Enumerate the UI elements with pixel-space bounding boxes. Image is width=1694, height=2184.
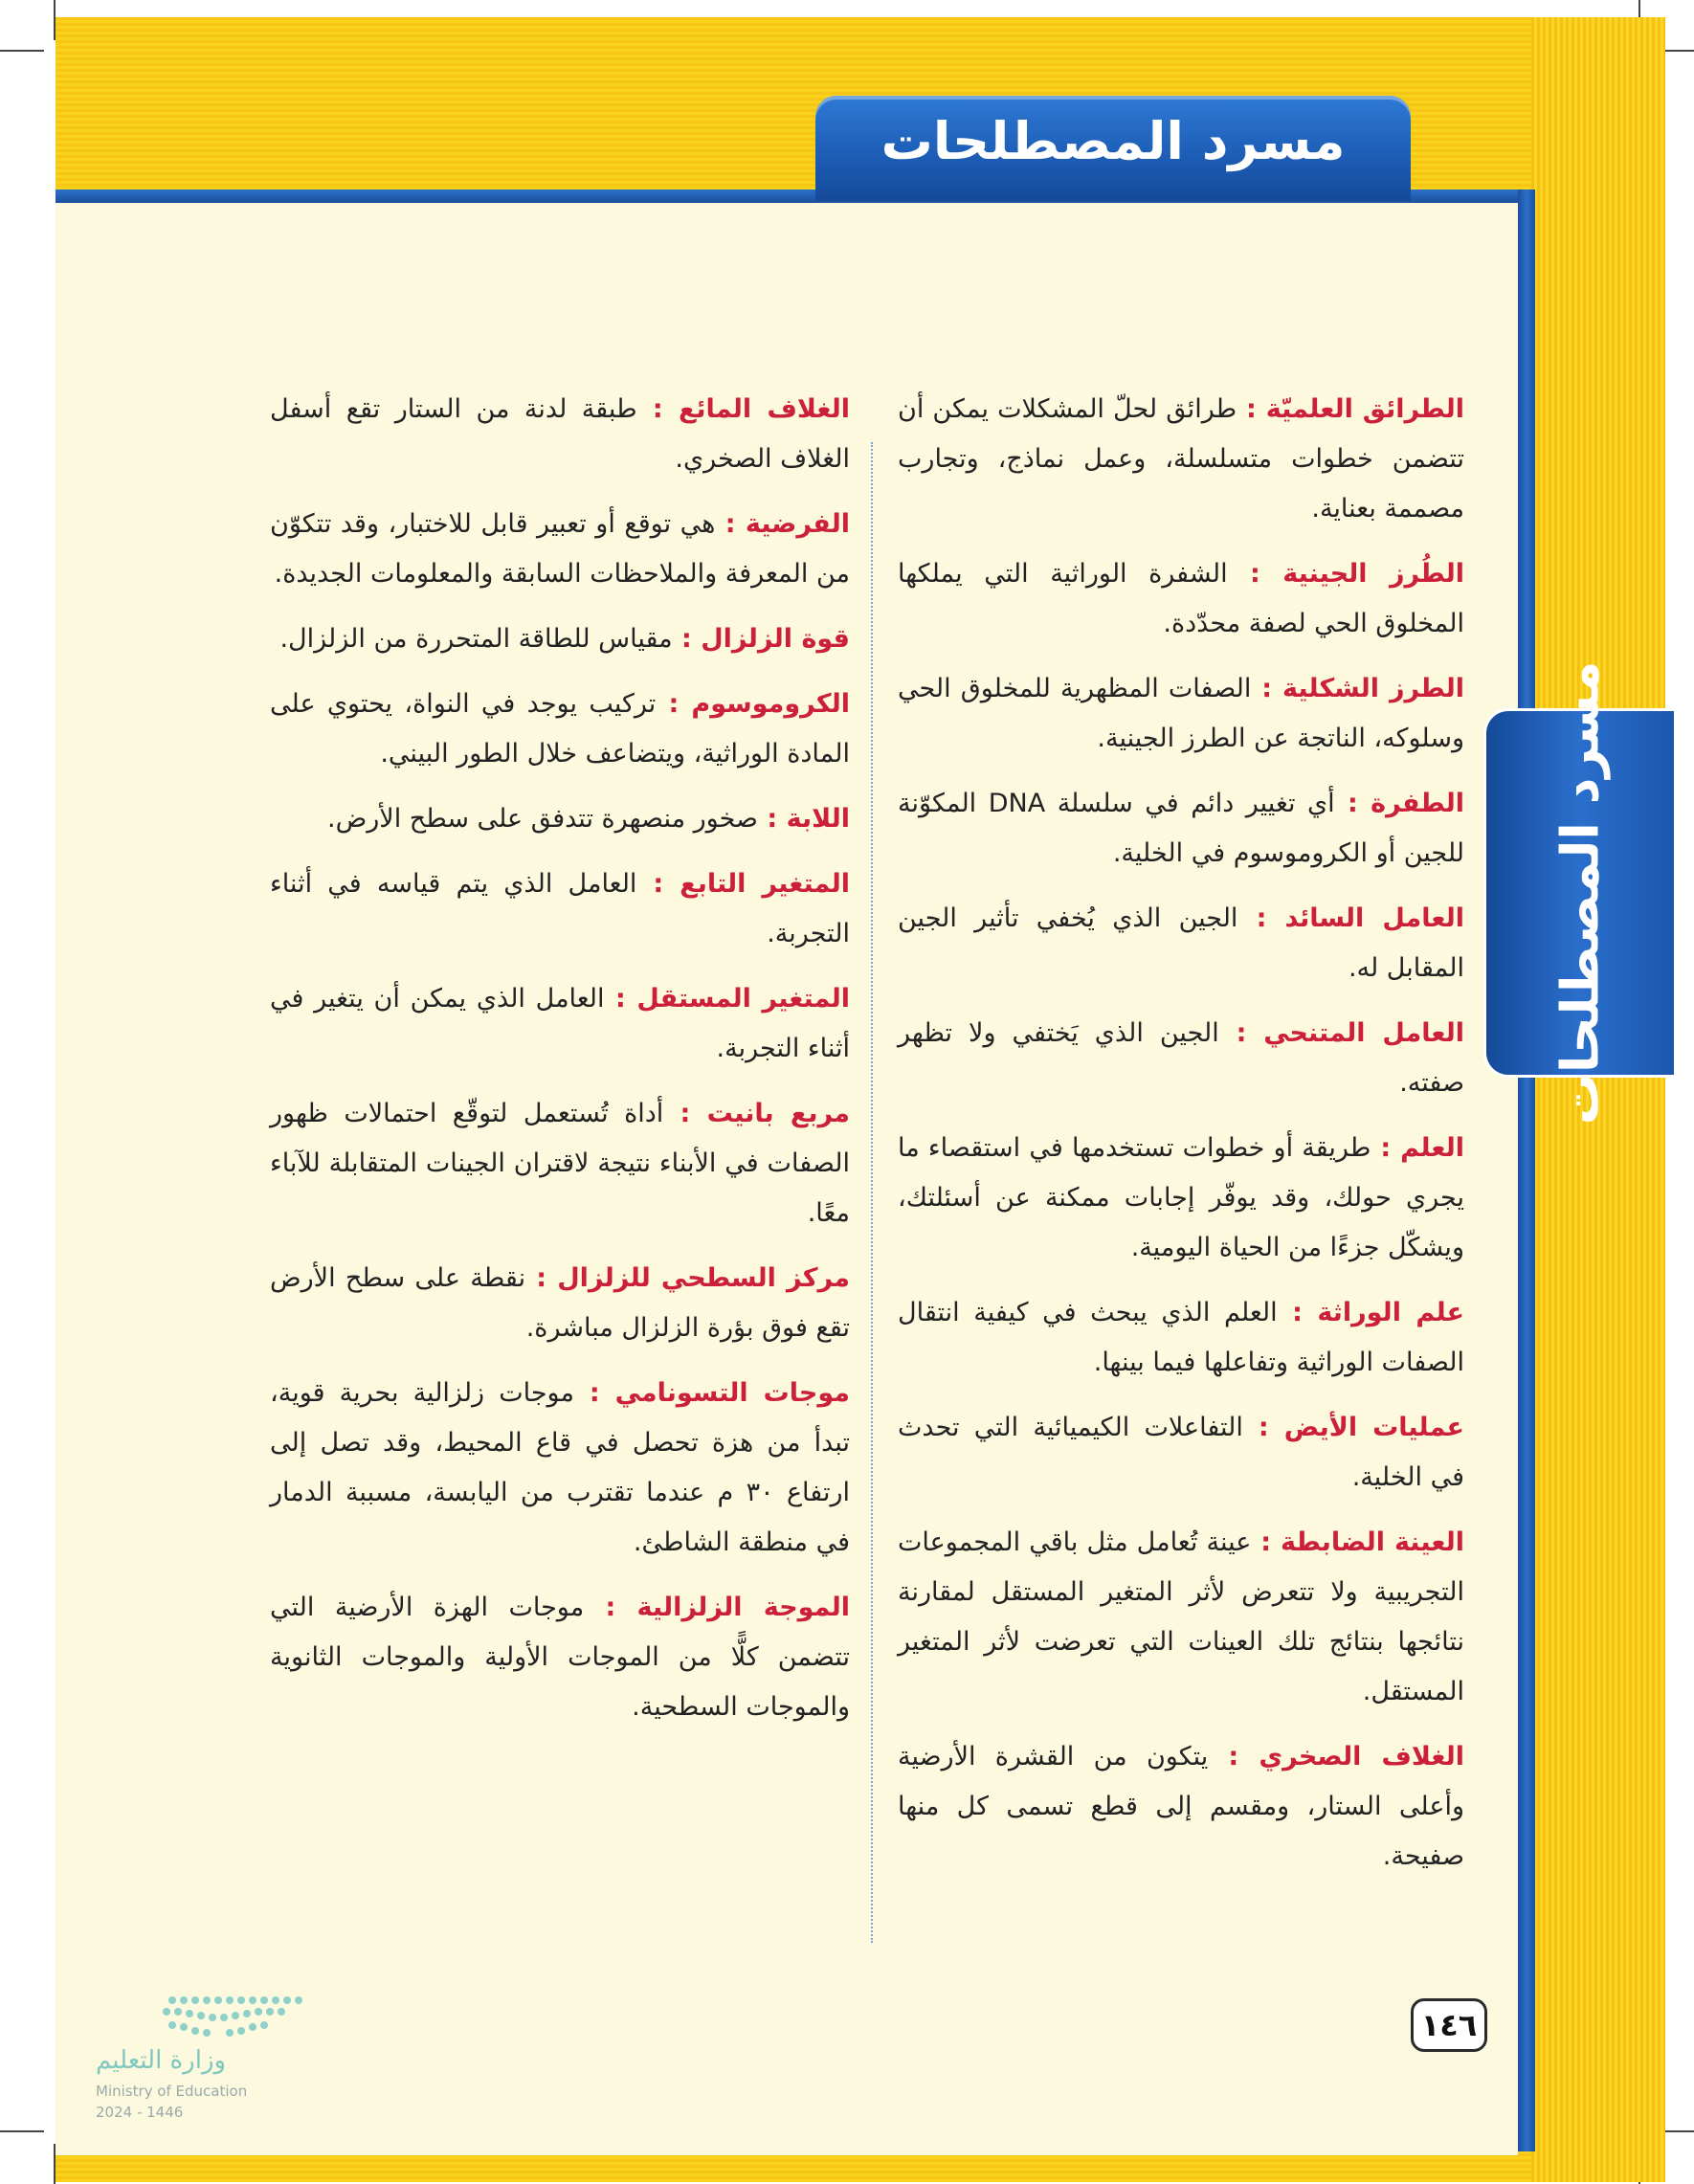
glossary-definition: طرائق لحلّ المشكلات يمكن أن تتضمن خطوات متسلسلة، وعمل نماذج، وتجارب مصممة بعناية. — [898, 394, 1464, 524]
crop-mark — [0, 50, 44, 52]
term-separator: : — [1237, 903, 1285, 933]
term-separator: : — [757, 804, 787, 834]
glossary-definition: التفاعلات الكيميائية التي تحدث في الخلية. — [898, 1413, 1464, 1492]
glossary-entry — [270, 859, 850, 959]
side-tab — [1483, 660, 1674, 1125]
glossary-definition: نقطة على سطح الأرض تقع فوق بؤرة الزلزال مباشرة. — [270, 1263, 850, 1343]
glossary-entry — [898, 1009, 1464, 1108]
glossary-term: المتغير التابع — [680, 869, 850, 899]
glossary-term: موجات التسونامي — [614, 1378, 850, 1408]
glossary-entry — [898, 385, 1464, 534]
glossary-definition: طبقة لدنة من الستار تقع أسفل الغلاف الصخري. — [270, 394, 850, 474]
glossary-term: العامل السائد — [1284, 903, 1464, 933]
glossary-definition: أي تغيير دائم في سلسلة DNA المكوّنة للجين أو الكروموسوم في الخلية. — [898, 789, 1464, 868]
term-separator: : — [672, 624, 702, 654]
term-separator: : — [1227, 559, 1283, 589]
glossary-entry — [898, 1124, 1464, 1273]
glossary-definition: الجين الذي يَختفي ولا تظهر صفته. — [898, 1018, 1464, 1098]
glossary-term: الطرائق العلميّة — [1265, 394, 1464, 424]
glossary-definition: الشفرة الوراثية التي يملكها المخلوق الحي لصفة محدّدة. — [898, 559, 1464, 638]
glossary-term: عمليات الأيض — [1283, 1413, 1464, 1442]
glossary-term: المتغير المستقل — [636, 984, 850, 1014]
glossary-definition: تركيب يوجد في النواة، يحتوي على المادة الوراثية، ويتضاعف خلال الطور البيني. — [270, 689, 850, 769]
glossary-entry — [270, 974, 850, 1074]
glossary-entry — [898, 1732, 1464, 1882]
term-separator: : — [1237, 394, 1266, 424]
glossary-entry — [898, 664, 1464, 764]
glossary-term: الغلاف الصخري — [1259, 1742, 1464, 1772]
glossary-term: الفرضية — [745, 509, 850, 539]
glossary-term: الطفرة — [1371, 789, 1464, 818]
page-title: مسرد المصطلحات — [880, 111, 1346, 171]
term-separator: : — [656, 689, 692, 719]
term-separator: : — [1277, 1298, 1318, 1327]
column-divider — [871, 442, 873, 1943]
ministry-year: 2024 - 1446 — [96, 2104, 184, 2121]
page-number: ١٤٦ — [1411, 1998, 1487, 2052]
term-separator: : — [1242, 1413, 1284, 1442]
title-tab — [815, 96, 1411, 201]
term-separator: : — [584, 1593, 637, 1622]
glossary-term: الغلاف المائع — [678, 394, 850, 424]
glossary-definition: صخور منصهرة تتدفق على سطح الأرض. — [327, 804, 758, 834]
glossary-term: قوة الزلزال — [701, 624, 850, 654]
glossary-entry — [898, 1403, 1464, 1503]
term-separator: : — [1208, 1742, 1259, 1772]
term-separator: : — [636, 869, 680, 899]
glossary-column-right — [898, 385, 1464, 1897]
panel-border-right — [1518, 189, 1535, 2151]
term-separator: : — [636, 394, 679, 424]
glossary-definition: طريقة أو خطوات تستخدمها في استقصاء ما يجري حولك، وقد يوفّر إجابات ممكنة عن أسئلتك، ويشكّل جزءًا من الحياة اليومية. — [898, 1133, 1464, 1262]
term-separator: : — [573, 1378, 615, 1408]
glossary-entry — [898, 549, 1464, 649]
glossary-entry — [270, 794, 850, 844]
glossary-definition: الجين الذي يُخفي تأثير الجين المقابل له. — [898, 903, 1464, 983]
glossary-term: الطرز الشكلية — [1282, 674, 1464, 703]
term-separator: : — [663, 1099, 707, 1128]
glossary-definition: أداة تُستعمل لتوقّع احتمالات ظهور الصفات في الأبناء نتيجة لاقتران الجينات المتقابلة للآباء معًا. — [270, 1099, 850, 1228]
glossary-definition: يتكون من القشرة الأرضية وأعلى الستار، ومقسم إلى قطع تسمى كل منها صفيحة. — [898, 1742, 1464, 1871]
glossary-entry — [270, 385, 850, 484]
glossary-definition: مقياس للطاقة المتحررة من الزلزال. — [279, 624, 673, 654]
glossary-entry — [898, 1518, 1464, 1717]
term-separator: : — [715, 509, 746, 539]
ministry-name-en: Ministry of Education — [96, 2083, 248, 2100]
glossary-entry — [270, 1369, 850, 1568]
glossary-entry — [270, 1089, 850, 1238]
term-separator: : — [1251, 1527, 1282, 1557]
glossary-term: العلم — [1400, 1133, 1464, 1163]
glossary-term: العينة الضابطة — [1281, 1527, 1464, 1557]
glossary-entry — [270, 614, 850, 664]
glossary-entry — [898, 779, 1464, 879]
side-tab-label: مسرد المصطلحات — [1549, 660, 1611, 1125]
glossary-term: اللابة — [786, 804, 850, 834]
glossary-term: الموجة الزلزالية — [636, 1593, 850, 1622]
glossary-term: الكروموسوم — [691, 689, 850, 719]
crop-mark — [0, 2130, 44, 2132]
glossary-term: علم الوراثة — [1317, 1298, 1464, 1327]
glossary-term: الطُرز الجينية — [1282, 559, 1464, 589]
term-separator: : — [525, 1263, 558, 1293]
glossary-column-left — [270, 385, 850, 1748]
glossary-definition: موجات زلزالية بحرية قوية، تبدأ من هزة تحصل في قاع المحيط، وقد تصل إلى ارتفاع ٣٠ م عندما تقترب من اليابسة، مسببة الدمار في منطقة الشاطئ. — [270, 1378, 850, 1557]
glossary-definition: موجات الهزة الأرضية التي تتضمن كلًّا من الموجات الأولية والموجات الثانوية والموجات السطحية. — [270, 1593, 850, 1722]
glossary-term: العامل المتنحي — [1263, 1018, 1464, 1048]
glossary-entry — [270, 680, 850, 779]
glossary-definition: عينة تُعامل مثل باقي المجموعات التجريبية ولا تتعرض لأثر المتغير المستقل لمقارنة نتائجها بنتائج تلك العينات التي تعرضت لأثر المتغير المستقل. — [898, 1527, 1464, 1706]
glossary-definition: هي توقع أو تعبير قابل للاختبار، وقد تتكوّن من المعرفة والملاحظات السابقة والمعلومات الجديدة. — [270, 509, 850, 589]
glossary-term: مركز السطحي للزلزال — [557, 1263, 850, 1293]
glossary-definition: العلم الذي يبحث في كيفية انتقال الصفات الوراثية وتفاعلها فيما بينها. — [898, 1298, 1464, 1377]
glossary-entry — [270, 500, 850, 599]
glossary-definition: الصفات المظهرية للمخلوق الحي وسلوكه، الناتجة عن الطرز الجينية. — [898, 674, 1464, 753]
glossary-term: مربع بانيت — [706, 1099, 850, 1128]
glossary-definition: العامل الذي يمكن أن يتغير في أثناء التجربة. — [270, 984, 850, 1063]
term-separator: : — [604, 984, 637, 1014]
glossary-entry — [898, 1288, 1464, 1388]
term-separator: : — [1218, 1018, 1264, 1048]
glossary-entry — [270, 1583, 850, 1732]
glossary-definition: العامل الذي يتم قياسه في أثناء التجربة. — [270, 869, 850, 948]
glossary-entry — [270, 1254, 850, 1353]
glossary-entry — [898, 894, 1464, 993]
ministry-logo-icon — [96, 1991, 306, 2048]
term-separator: : — [1371, 1133, 1401, 1163]
term-separator: : — [1334, 789, 1371, 818]
term-separator: : — [1251, 674, 1283, 703]
ministry-name-ar: وزارة التعليم — [96, 2046, 227, 2075]
